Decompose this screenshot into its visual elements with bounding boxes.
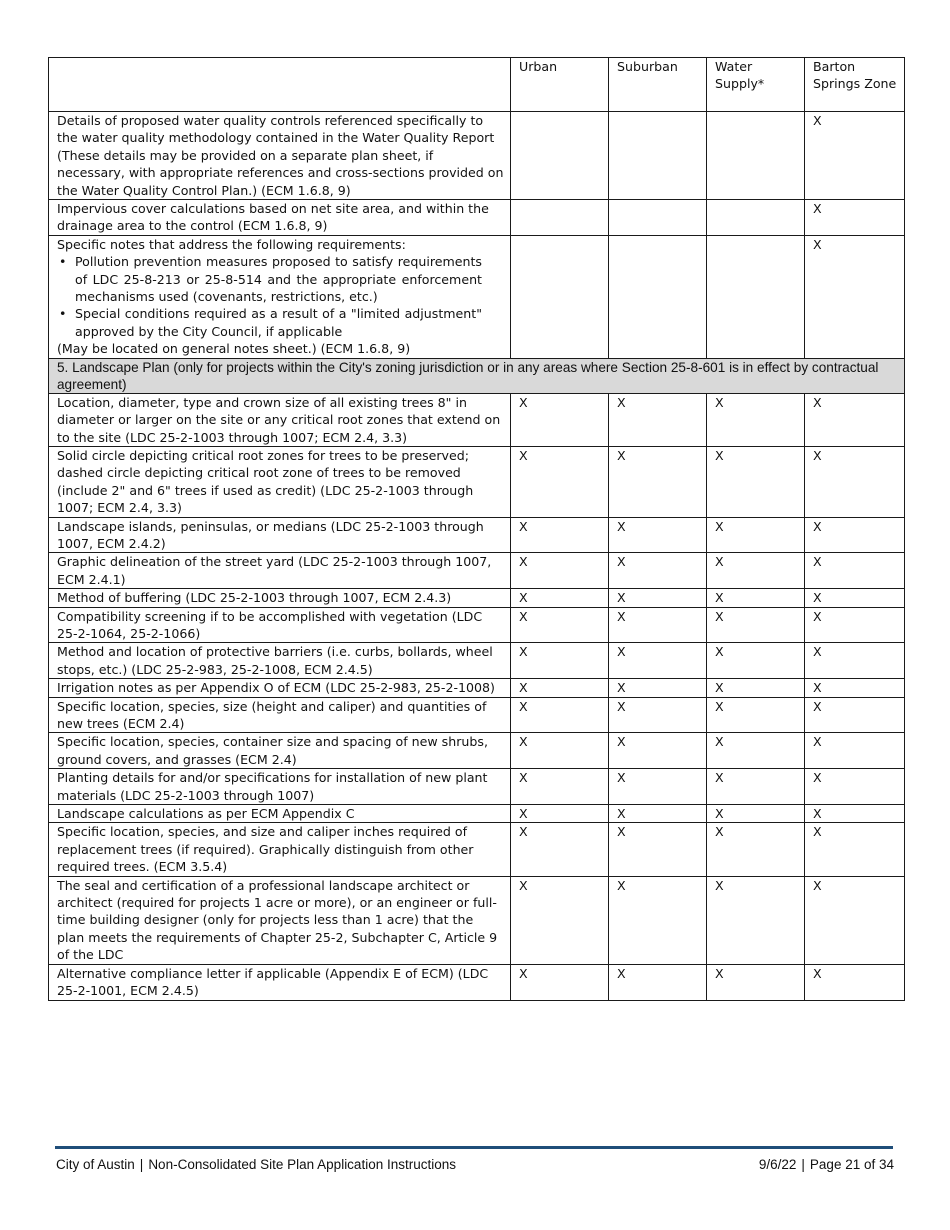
table-row: [49, 112, 905, 200]
suburban-mark: [609, 112, 707, 200]
row-description: Specific location, species, and size and caliper inches required of replacement trees (if required). Graphically distinguish from other required trees. (ECM 3.5.4): [49, 823, 511, 876]
row-description: Irrigation notes as per Appendix O of ECM (LDC 25-2-983, 25-2-1008): [49, 679, 511, 697]
footer-date: 9/6/22: [758, 1157, 797, 1172]
table-row: [49, 643, 905, 679]
footer-separator: |: [801, 1157, 805, 1172]
suburban-mark: X: [609, 517, 707, 553]
water-supply-mark: X: [707, 589, 805, 607]
table-row: [49, 446, 905, 517]
suburban-mark: [609, 200, 707, 236]
water-supply-mark: X: [707, 446, 805, 517]
row-description: Location, diameter, type and crown size of all existing trees 8" in diameter or larger on the site or any critical root zones that extend on to the site (LDC 25-2-1003 through 1007; ECM 2.4, 3.3): [49, 393, 511, 446]
suburban-mark: X: [609, 607, 707, 643]
landscape-rows: [49, 393, 905, 1000]
row-description: Alternative compliance letter if applicable (Appendix E of ECM) (LDC 25-2-1001, ECM 2.4.5): [49, 964, 511, 1000]
suburban-mark: X: [609, 589, 707, 607]
row-description: Compatibility screening if to be accomplished with vegetation (LDC 25-2-1064, 25-2-1066): [49, 607, 511, 643]
footer-separator: |: [139, 1157, 144, 1172]
water-supply-mark: X: [707, 697, 805, 733]
water-supply-mark: X: [707, 517, 805, 553]
barton-springs-mark: X: [805, 679, 905, 697]
barton-springs-mark: X: [805, 964, 905, 1000]
urban-mark: X: [511, 733, 609, 769]
barton-springs-mark: X: [805, 643, 905, 679]
barton-springs-mark: X: [805, 607, 905, 643]
water-supply-mark: X: [707, 393, 805, 446]
row-description: Landscape islands, peninsulas, or medians (LDC 25-2-1003 through 1007, ECM 2.4.2): [49, 517, 511, 553]
suburban-mark: X: [609, 823, 707, 876]
barton-springs-mark: X: [805, 589, 905, 607]
urban-mark: X: [511, 805, 609, 823]
urban-mark: X: [511, 769, 609, 805]
barton-springs-mark: X: [805, 769, 905, 805]
table-row: [49, 823, 905, 876]
specific-notes-outro: (May be located on general notes sheet.) (ECM 1.6.8, 9): [57, 341, 411, 357]
table-row: [49, 200, 905, 236]
table-row: [49, 553, 905, 589]
suburban-mark: X: [609, 679, 707, 697]
header-barton-springs: Barton Springs Zone: [805, 58, 905, 112]
footer-doc-title: Non-Consolidated Site Plan Application Instructions: [148, 1157, 456, 1172]
row-description: Impervious cover calculations based on net site area, and within the drainage area to the control (ECM 1.6.8, 9): [49, 200, 511, 236]
header-row: [49, 58, 905, 112]
requirements-table: [48, 57, 905, 1001]
table-row: [49, 697, 905, 733]
urban-mark: X: [511, 517, 609, 553]
table-row: [49, 876, 905, 964]
table-row: [49, 733, 905, 769]
footer-rule: [55, 1146, 893, 1149]
table-row: [49, 964, 905, 1000]
table-row: [49, 607, 905, 643]
list-item: • Special conditions required as a result of a "limited adjustment" approved by the City Council, if applicable: [75, 305, 504, 340]
specific-notes-description: [49, 235, 511, 358]
row-description: The seal and certification of a professional landscape architect or architect (required for projects 1 acre or more), or an engineer or full-time building designer (only for projects less than 1 acre) that the plan meets the requirements of Chapter 25-2, Subchapter C, Article 9 of the LDC: [49, 876, 511, 964]
barton-springs-mark: X: [805, 733, 905, 769]
table-row: [49, 235, 905, 358]
water-supply-mark: X: [707, 607, 805, 643]
urban-mark: [511, 112, 609, 200]
table-row: [49, 589, 905, 607]
row-description: Specific location, species, container size and spacing of new shrubs, ground covers, and grasses (ECM 2.4): [49, 733, 511, 769]
footer-org: City of Austin: [56, 1157, 135, 1172]
barton-springs-mark: X: [805, 876, 905, 964]
suburban-mark: X: [609, 964, 707, 1000]
barton-springs-mark: X: [805, 697, 905, 733]
barton-springs-mark: X: [805, 553, 905, 589]
urban-mark: X: [511, 823, 609, 876]
row-description: Method of buffering (LDC 25-2-1003 through 1007, ECM 2.4.3): [49, 589, 511, 607]
suburban-mark: X: [609, 876, 707, 964]
suburban-mark: X: [609, 393, 707, 446]
barton-springs-mark: X: [805, 823, 905, 876]
water-supply-mark: X: [707, 805, 805, 823]
barton-springs-mark: X: [805, 805, 905, 823]
specific-notes-list: [57, 253, 504, 340]
table-row: [49, 769, 905, 805]
suburban-mark: X: [609, 446, 707, 517]
water-supply-mark: X: [707, 679, 805, 697]
urban-mark: X: [511, 876, 609, 964]
header-suburban: Suburban: [609, 58, 707, 112]
urban-mark: X: [511, 964, 609, 1000]
barton-springs-mark: X: [805, 235, 905, 358]
footer-page-number: Page 21 of 34: [809, 1157, 894, 1172]
urban-mark: [511, 200, 609, 236]
row-description: Solid circle depicting critical root zones for trees to be preserved; dashed circle depicting critical root zone of trees to be removed (include 2" and 6" trees if used as credit) (LDC 25-2-1003 through 1007; ECM 2.4, 3.3): [49, 446, 511, 517]
table-row: [49, 517, 905, 553]
suburban-mark: [609, 235, 707, 358]
header-water-supply: Water Supply*: [707, 58, 805, 112]
row-description: Landscape calculations as per ECM Appendix C: [49, 805, 511, 823]
footer-left: [56, 1157, 456, 1172]
suburban-mark: X: [609, 805, 707, 823]
table-row: [49, 393, 905, 446]
water-supply-mark: [707, 200, 805, 236]
barton-springs-mark: X: [805, 517, 905, 553]
urban-mark: X: [511, 553, 609, 589]
urban-mark: X: [511, 589, 609, 607]
header-description: [49, 58, 511, 112]
suburban-mark: X: [609, 769, 707, 805]
barton-springs-mark: X: [805, 200, 905, 236]
water-supply-mark: X: [707, 553, 805, 589]
specific-notes-intro: Specific notes that address the following requirements:: [57, 236, 406, 252]
table-row: [49, 679, 905, 697]
water-supply-mark: X: [707, 643, 805, 679]
urban-mark: X: [511, 679, 609, 697]
barton-springs-mark: X: [805, 112, 905, 200]
suburban-mark: X: [609, 553, 707, 589]
water-supply-mark: X: [707, 823, 805, 876]
urban-mark: X: [511, 607, 609, 643]
water-supply-mark: [707, 112, 805, 200]
list-item: • Pollution prevention measures proposed to satisfy requirements of LDC 25-8-213 or 25-8-514 and the appropriate enforcement mechanisms used (covenants, restrictions, etc.): [75, 253, 504, 305]
water-supply-mark: X: [707, 769, 805, 805]
header-urban: Urban: [511, 58, 609, 112]
water-supply-mark: X: [707, 876, 805, 964]
table-row: [49, 805, 905, 823]
water-supply-mark: X: [707, 964, 805, 1000]
section-header-row: [49, 358, 905, 393]
urban-mark: X: [511, 393, 609, 446]
barton-springs-mark: X: [805, 446, 905, 517]
urban-mark: X: [511, 446, 609, 517]
water-supply-mark: [707, 235, 805, 358]
urban-mark: [511, 235, 609, 358]
row-description: Details of proposed water quality controls referenced specifically to the water quality methodology contained in the Water Quality Report (These details may be provided on a separate plan sheet, if necessary, with appropriate references and cross-sections provided on the Water Quality Control Plan.) (ECM 1.6.8, 9): [49, 112, 511, 200]
row-description: Method and location of protective barriers (i.e. curbs, bollards, wheel stops, etc.) (LDC 25-2-983, 25-2-1008, ECM 2.4.5): [49, 643, 511, 679]
urban-mark: X: [511, 643, 609, 679]
urban-mark: X: [511, 697, 609, 733]
row-description: Planting details for and/or specifications for installation of new plant materials (LDC 25-2-1003 through 1007): [49, 769, 511, 805]
row-description: Graphic delineation of the street yard (LDC 25-2-1003 through 1007, ECM 2.4.1): [49, 553, 511, 589]
landscape-plan-section-title: 5. Landscape Plan (only for projects within the City's zoning jurisdiction or in any areas where Section 25-8-601 is in effect by contractual agreement): [49, 358, 905, 393]
suburban-mark: X: [609, 643, 707, 679]
water-supply-mark: X: [707, 733, 805, 769]
suburban-mark: X: [609, 733, 707, 769]
suburban-mark: X: [609, 697, 707, 733]
footer-right: [759, 1157, 894, 1172]
row-description: Specific location, species, size (height and caliper) and quantities of new trees (ECM 2.4): [49, 697, 511, 733]
barton-springs-mark: X: [805, 393, 905, 446]
